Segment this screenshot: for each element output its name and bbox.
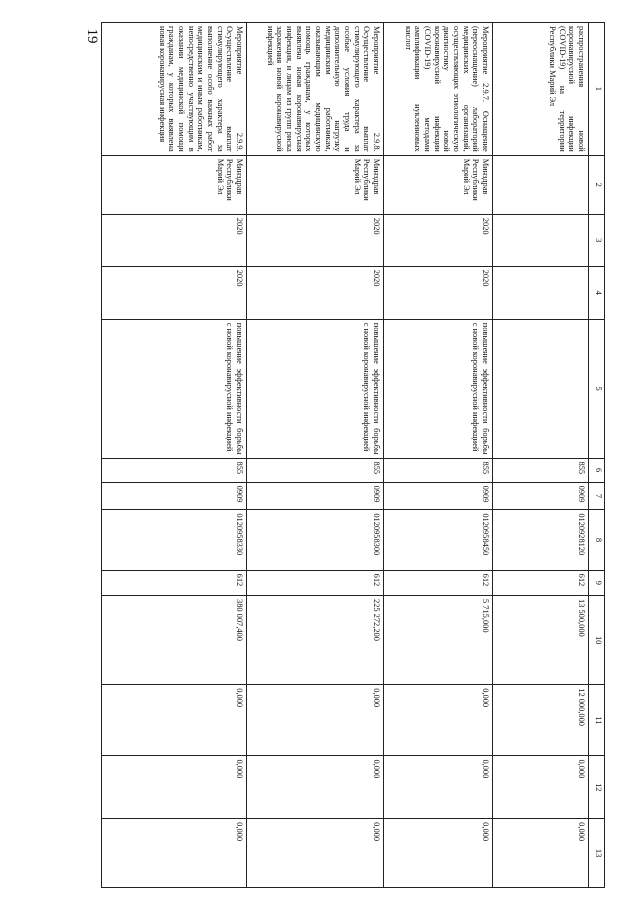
header-cell-3: 3 (589, 214, 605, 266)
header-cell-5: 5 (589, 319, 605, 458)
cell-end-year: 2020 (384, 266, 493, 319)
cell-amount-col11: 0,000 (102, 685, 247, 756)
cell-code-section: 0909 (384, 482, 493, 510)
cell-start-year (493, 214, 589, 266)
cell-start-year: 2020 (384, 214, 493, 266)
cell-amount-col12: 0,000 (493, 756, 589, 819)
cell-code-type: 612 (247, 570, 384, 595)
cell-code-type: 612 (384, 570, 493, 595)
cell-code-section: 0909 (493, 482, 589, 510)
cell-end-year: 2020 (102, 266, 247, 319)
cell-code-target: 0120958450 (384, 510, 493, 570)
header-cell-10: 10 (589, 596, 605, 685)
cell-amount-col13: 0,000 (384, 819, 493, 888)
cell-code-section: 0909 (102, 482, 247, 510)
cell-code-grbs: 855 (102, 458, 247, 482)
cell-start-year: 2020 (102, 214, 247, 266)
header-cell-4: 4 (589, 266, 605, 319)
header-cell-9: 9 (589, 570, 605, 595)
header-cell-2: 2 (589, 155, 605, 214)
cell-code-grbs: 855 (247, 458, 384, 482)
cell-code-target: 0120958300 (247, 510, 384, 570)
cell-amount-col11: 12 000,000 (493, 685, 589, 756)
cell-amount-col10: 5 715,000 (384, 596, 493, 685)
cell-amount-col11: 0,000 (247, 685, 384, 756)
cell-activity: Мероприятие 2.9.9. Осуществление выплат стимулирующего характера за выполнение особо важных работ медицинским и иным работникам, непосредственно участвующим в оказании медицинской помощи гражданам, у которых выявлена новая коронавирусная инфекция (102, 23, 247, 156)
header-cell-7: 7 (589, 482, 605, 510)
header-cell-8: 8 (589, 510, 605, 570)
cell-amount-col10: 380 007,400 (102, 596, 247, 685)
cell-executor (493, 155, 589, 214)
cell-amount-col10: 225 272,200 (247, 596, 384, 685)
table-row (102, 23, 247, 888)
cell-executor: Минздрав Республики Марий Эл (102, 155, 247, 214)
cell-end-year (493, 266, 589, 319)
page-number: 19 (84, 28, 100, 44)
table-row (384, 23, 493, 888)
cell-start-year: 2020 (247, 214, 384, 266)
cell-code-grbs: 855 (384, 458, 493, 482)
cell-executor: Минздрав Республики Марий Эл (384, 155, 493, 214)
rotated-table-sheet (115, 22, 605, 888)
cell-result: повышение эффективности борьбы с новой коронавирусной инфекцией (102, 319, 247, 458)
cell-code-target: 0120928120 (493, 510, 589, 570)
cell-end-year: 2020 (247, 266, 384, 319)
table-row (247, 23, 384, 888)
cell-code-section: 0909 (247, 482, 384, 510)
budget-table (101, 22, 605, 888)
cell-activity: Мероприятие 2.9.8. Осуществление выплат стимулирующего характера за особые условия труда и дополнительную нагрузку медицинским работникам, оказывающим медицинскую помощь гражданам, у которых выявлена новая коронавирусная инфекция, и лицам из групп риска заражения новой коронавирусной инфекцией (247, 23, 384, 156)
cell-executor: Минздрав Республики Марий Эл (247, 155, 384, 214)
cell-activity: распространения новой коронавирусной инфекции (COVID-19) на территории Республики Марий Эл (493, 23, 589, 156)
cell-amount-col12: 0,000 (102, 756, 247, 819)
cell-result: повышение эффективности борьбы с новой коронавирусной инфекцией (247, 319, 384, 458)
cell-amount-col12: 0,000 (384, 756, 493, 819)
cell-code-grbs: 855 (493, 458, 589, 482)
cell-amount-col10: 13 500,000 (493, 596, 589, 685)
cell-amount-col12: 0,000 (247, 756, 384, 819)
cell-code-type: 612 (102, 570, 247, 595)
cell-result: повышение эффективности борьбы с новой коронавирусной инфекцией (384, 319, 493, 458)
cell-activity: Мероприятие 2.9.7. Оснащение (переоснащение) лабораторий медицинских организаций, осуществляющих этиологическую диагностику новой коронавирусной инфекции (COVID-19) методами амплификации нуклеиновых кислот (384, 23, 493, 156)
header-cell-6: 6 (589, 458, 605, 482)
table-row (493, 23, 589, 888)
header-cell-11: 11 (589, 685, 605, 756)
cell-code-target: 0120958330 (102, 510, 247, 570)
header-cell-1: 1 (589, 23, 605, 156)
cell-amount-col11: 0,000 (384, 685, 493, 756)
header-cell-12: 12 (589, 756, 605, 819)
cell-amount-col13: 0,000 (493, 819, 589, 888)
cell-code-type: 612 (493, 570, 589, 595)
header-row (589, 23, 605, 888)
cell-amount-col13: 0,000 (102, 819, 247, 888)
cell-result (493, 319, 589, 458)
cell-amount-col13: 0,000 (247, 819, 384, 888)
header-cell-13: 13 (589, 819, 605, 888)
